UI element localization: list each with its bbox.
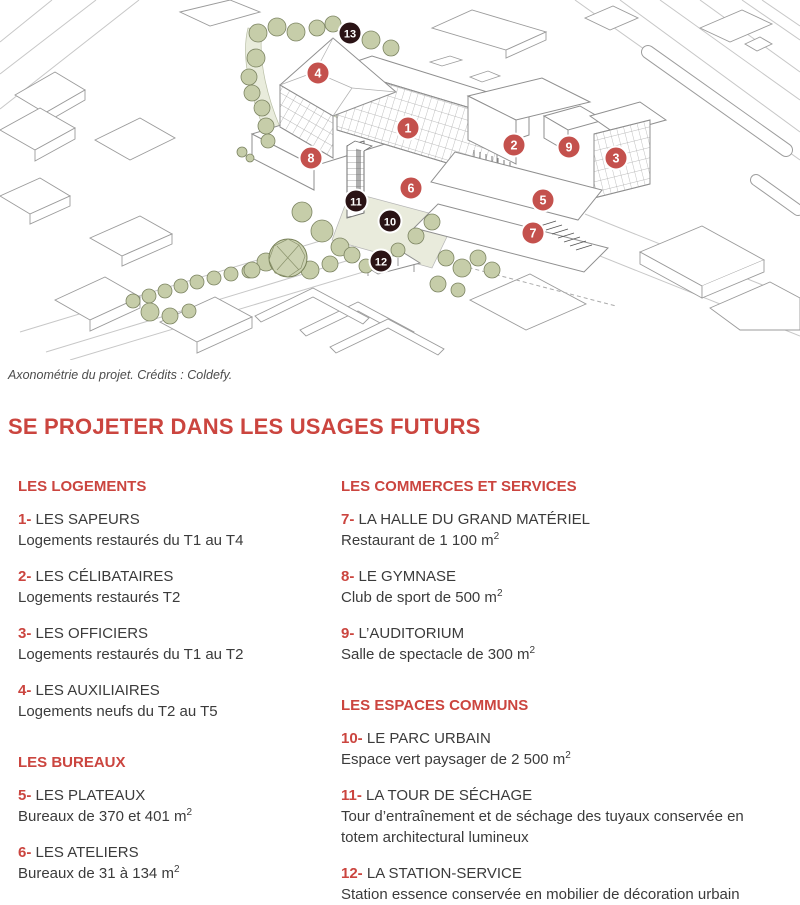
building-officiers xyxy=(590,102,666,198)
map-marker-10 xyxy=(379,210,402,233)
legend-section xyxy=(18,754,341,884)
legend-item-2 xyxy=(18,566,341,608)
legend-item-title: 3- LES OFFICIERS xyxy=(18,625,149,642)
map-marker-8 xyxy=(300,147,323,170)
marker-number: 8 xyxy=(307,151,315,166)
plaza-walls xyxy=(255,288,444,355)
map-marker-4 xyxy=(307,62,330,85)
legend-item-number: 9- xyxy=(341,625,355,642)
legend-item-number: 5- xyxy=(18,787,32,804)
legend-item-description: Salle de spectacle de 300 $m^2$ xyxy=(341,645,536,663)
legend-item-description: Station essence conservée en mobilier de décoration urbain xyxy=(341,886,740,903)
legend-item-number: 7- xyxy=(341,511,355,528)
legend-item-number: 12- xyxy=(341,865,363,882)
marker-number: 10 xyxy=(383,216,397,229)
legend-column-1 xyxy=(18,478,341,905)
legend-section-title: LES BUREAUX xyxy=(18,754,126,771)
legend-item-10 xyxy=(341,728,781,770)
marker-number: 5 xyxy=(539,193,547,208)
legend-section-title: LES LOGEMENTS xyxy=(18,478,147,495)
legend-item-title: 9- L’AUDITORIUM xyxy=(341,625,465,642)
big-tree xyxy=(269,239,307,277)
legend-item-description: Club de sport de 500 $m^2$ xyxy=(341,588,503,606)
marker-number: 11 xyxy=(350,196,362,209)
drawing-caption: Axonométrie du projet. Crédits : Coldefy. xyxy=(8,368,233,382)
marker-number: 4 xyxy=(314,66,322,81)
legend-item-number: 3- xyxy=(18,625,32,642)
map-marker-13 xyxy=(339,22,362,45)
legend-item-12 xyxy=(341,863,781,905)
legend-item-7 xyxy=(341,509,781,551)
marker-number: 6 xyxy=(407,181,415,196)
legend-item-number: 6- xyxy=(18,844,32,861)
map-marker-6 xyxy=(400,177,423,200)
legend-item-6 xyxy=(18,842,341,884)
marker-number: 12 xyxy=(374,256,388,269)
legend-item-description: Logements restaurés T2 xyxy=(18,589,181,606)
legend-item-title: 11- LA TOUR DE SÉCHAGE xyxy=(341,787,533,804)
legend-item-description: Bureaux de 370 et 401 $m^2$ xyxy=(18,807,193,825)
context-buildings xyxy=(0,0,800,353)
legend-item-9 xyxy=(341,623,781,665)
legend-item-4 xyxy=(18,680,341,722)
map-marker-7 xyxy=(522,222,545,245)
legend-item-number: 1- xyxy=(18,511,32,528)
legend-item-title: 4- LES AUXILIAIRES xyxy=(18,682,160,699)
legend-item-description: Logements restaurés du T1 au T2 xyxy=(18,646,244,663)
legend-item-title: 8- LE GYMNASE xyxy=(341,568,457,585)
map-marker-2 xyxy=(503,134,526,157)
legend-item-description: Espace vert paysager de 2 500 $m^2$ xyxy=(341,750,571,768)
legend-item-8 xyxy=(341,566,781,608)
legend-item-number: 4- xyxy=(18,682,32,699)
map-marker-12 xyxy=(370,250,393,273)
legend-item-11 xyxy=(341,785,781,848)
marker-number: 2 xyxy=(510,138,518,153)
legend-item-number: 10- xyxy=(341,730,363,747)
legend-item-description: Logements neufs du T2 au T5 xyxy=(18,703,218,720)
legend-section xyxy=(341,697,781,905)
legend-item-number: 11- xyxy=(341,787,362,804)
axonometric-drawing xyxy=(0,0,800,360)
map-marker-3 xyxy=(605,147,628,170)
legend-item-number: 2- xyxy=(18,568,32,585)
marker-number: 3 xyxy=(612,151,620,166)
marker-number: 7 xyxy=(529,226,537,241)
legend-item-title: 2- LES CÉLIBATAIRES xyxy=(18,568,174,585)
legend-item-1 xyxy=(18,509,341,551)
page-title: SE PROJETER DANS LES USAGES FUTURS xyxy=(8,414,481,439)
legend-item-title: 12- LA STATION-SERVICE xyxy=(341,865,522,882)
legend-section-title: LES COMMERCES ET SERVICES xyxy=(341,478,577,495)
legend-item-title: 6- LES ATELIERS xyxy=(18,844,139,861)
legend-item-description: Bureaux de 31 à 134 $m^2$ xyxy=(18,864,180,882)
legend-item-3 xyxy=(18,623,341,665)
legend-column-2 xyxy=(341,478,781,905)
legend-item-description: Tour d’entraînement et de séchage des tuyaux conservée en totem architectural lumineux xyxy=(341,808,744,846)
legend-item-number: 8- xyxy=(341,568,355,585)
marker-number: 1 xyxy=(404,121,412,136)
marker-number: 9 xyxy=(565,140,573,155)
legend-section-title: LES ESPACES COMMUNS xyxy=(341,697,529,714)
map-marker-9 xyxy=(558,136,581,159)
legend-item-title: 7- LA HALLE DU GRAND MATÉRIEL xyxy=(341,511,590,528)
map-marker-5 xyxy=(532,189,555,212)
map-marker-11 xyxy=(345,190,368,213)
legend-item-description: Restaurant de 1 100 $m^2$ xyxy=(341,531,500,549)
legend-section xyxy=(341,478,781,665)
marker-number: 13 xyxy=(343,28,357,41)
legend-item-title: 1- LES SAPEURS xyxy=(18,511,140,528)
legend-section xyxy=(18,478,341,722)
legend-item-5 xyxy=(18,785,341,827)
legend-item-description: Logements restaurés du T1 au T4 xyxy=(18,532,244,549)
legend-item-title: 10- LE PARC URBAIN xyxy=(341,730,491,747)
map-marker-1 xyxy=(397,117,420,140)
legend-item-title: 5- LES PLATEAUX xyxy=(18,787,146,804)
legend xyxy=(0,478,800,905)
